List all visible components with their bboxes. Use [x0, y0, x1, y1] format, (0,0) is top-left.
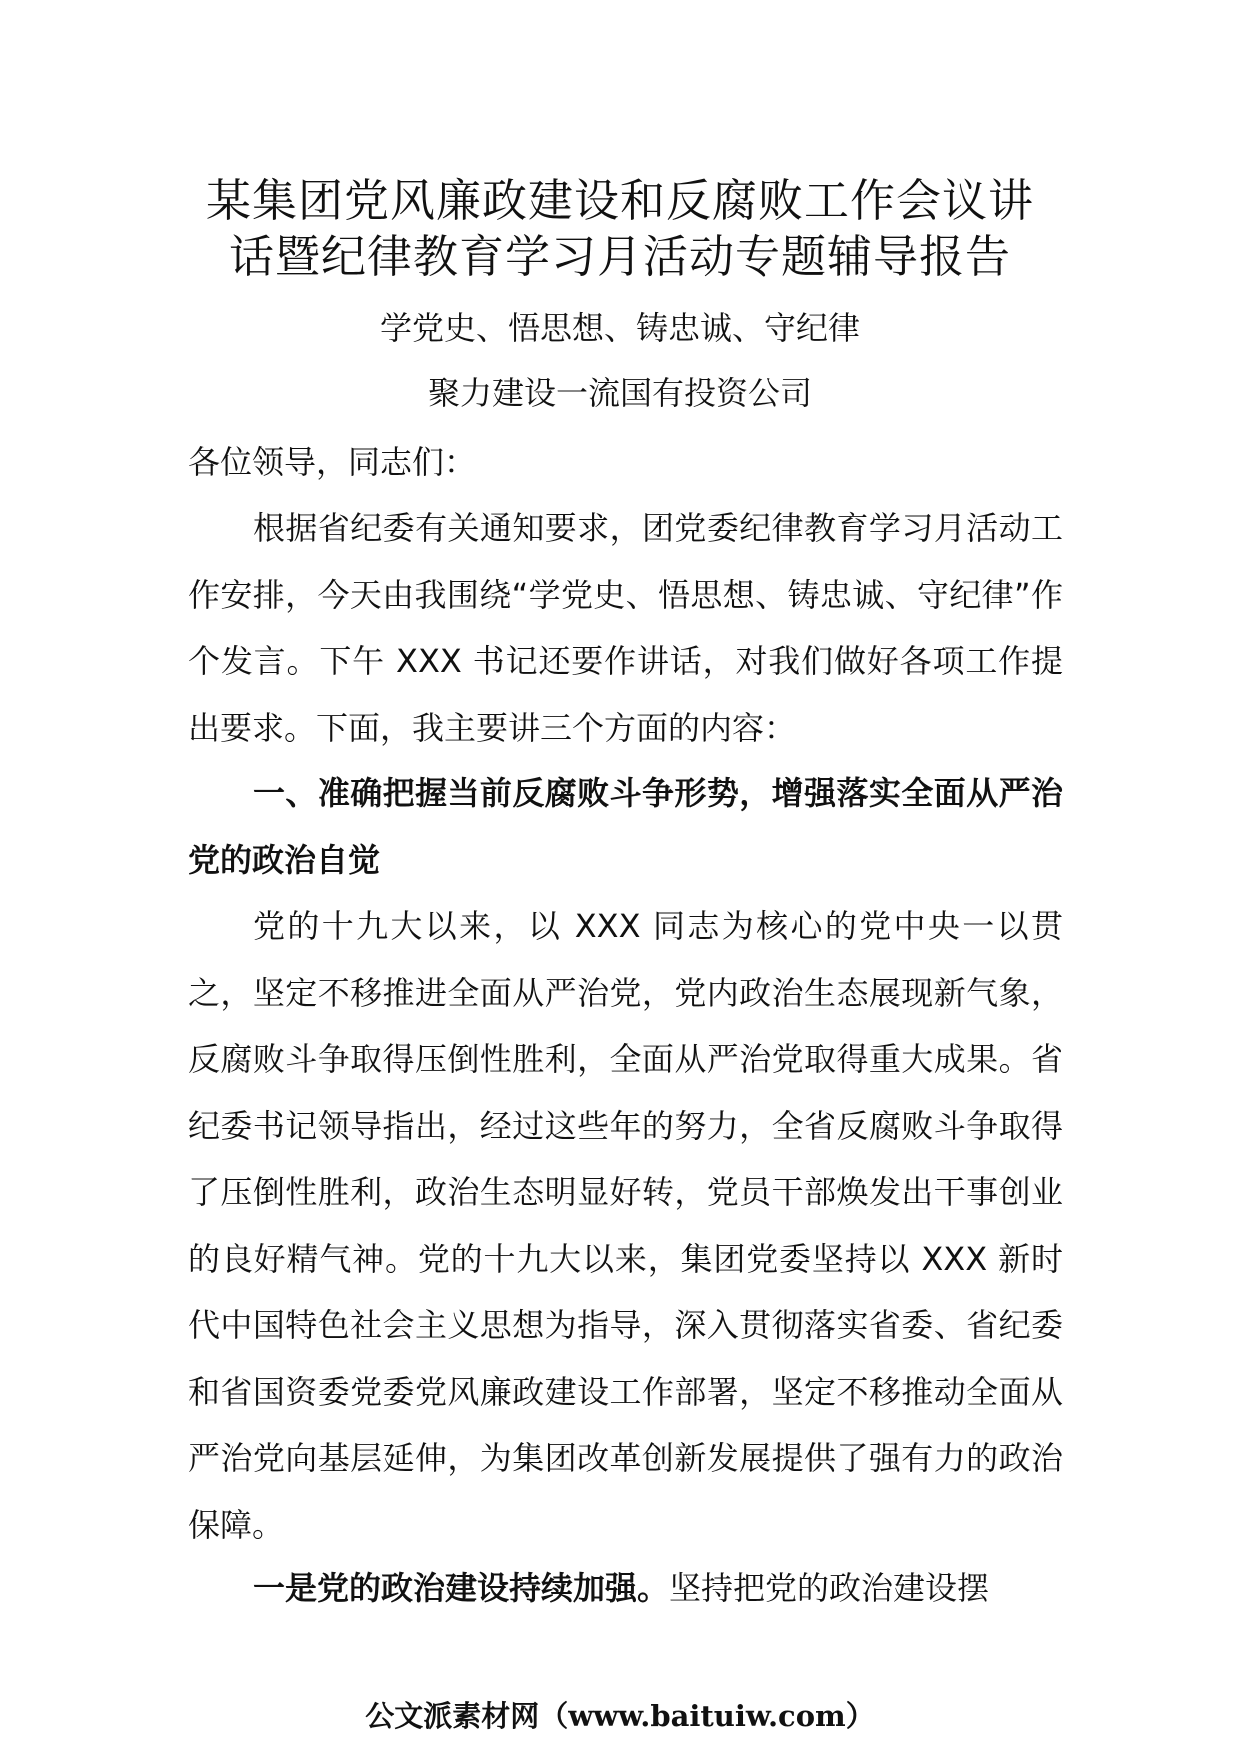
intro-paragraph: 根据省纪委有关通知要求，团党委纪律教育学习月活动工作安排，今天由我围绕“学党史、悟思想、铸忠诚、守纪律”作个发言。下午 XXX 书记还要作讲话，对我们做好各项工作提出要求。下面，我主要讲三个方面的内容：	[188, 509, 1063, 747]
point-one-lead: 一是党的政治建设持续加强。	[253, 1569, 670, 1607]
subtitle-line-2: 聚力建设一流国有投资公司	[427, 374, 812, 412]
point-one-paragraph	[188, 1555, 1063, 1622]
point-one-text: 坚持把党的政治建设摆	[669, 1569, 990, 1607]
title-line-2: 话暨纪律教育学习月活动专题辅导报告	[228, 230, 1011, 283]
salutation: 各位领导，同志们：	[188, 443, 477, 481]
subtitle-line-1: 学党史、悟思想、铸忠诚、守纪律	[379, 309, 860, 347]
section-1-paragraph: 党的十九大以来，以 XXX 同志为核心的党中央一以贯之，坚定不移推进全面从严治党，党内政治生态展现新气象，反腐败斗争取得压倒性胜利，全面从严治党取得重大成果。省纪委书记领导指出，经过这些年的努力，全省反腐败斗争取得了压倒性胜利，政治生态明显好转，党员干部焕发出干事创业的良好精气神。党的十九大以来，集团党委坚持以 XXX 新时代中国特色社会主义思想为指导，深入贯彻落实省委、省纪委和省国资委党委党风廉政建设工作部署，坚定不移推动全面从严治党向基层延伸，为集团改革创新发展提供了强有力的政治保障。	[188, 907, 1063, 1544]
section-heading-1: 一、准确把握当前反腐败斗争形势，增强落实全面从严治党的政治自觉	[188, 774, 1063, 879]
title-line-1: 某集团党风廉政建设和反腐败工作会议讲	[205, 174, 1034, 227]
document-title	[150, 173, 1090, 285]
source-footer: 公文派素材网（www.baituiw.com）	[365, 1699, 875, 1733]
